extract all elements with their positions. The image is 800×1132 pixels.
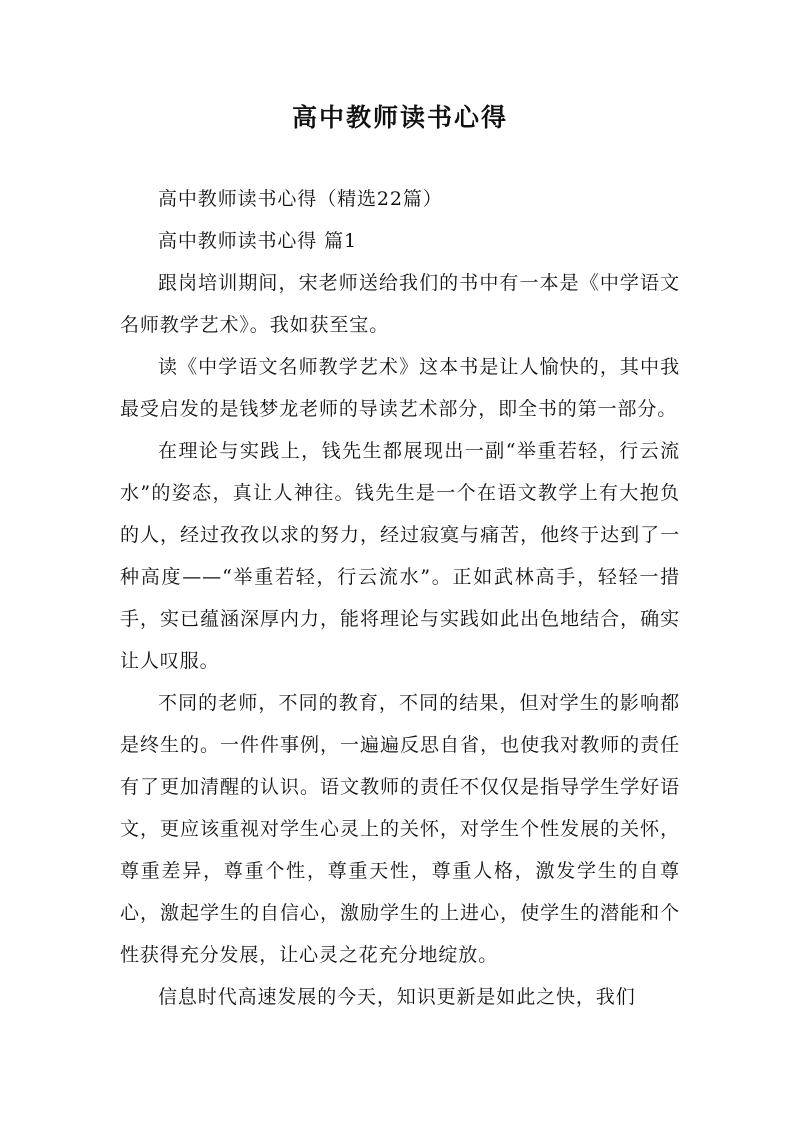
paragraph-section-heading: 高中教师读书心得 篇1 xyxy=(158,230,358,252)
document-body xyxy=(120,178,680,1018)
paragraph: 在理论与实践上，钱先生都展现出一副“举重若轻，行云流水”的姿态，真让人神往。钱先生是一个在语文教学上有大抱负的人，经过孜孜以求的努力，经过寂寞与痛苦，他终于达到了一种高度——“举重若轻，行云流水”。正如武林高手，轻轻一措手，实已蕴涵深厚内力，能将理论与实践如此出色地结合，确实让人叹服。 xyxy=(120,440,680,672)
paragraph: 不同的老师，不同的教育，不同的结果，但对学生的影响都是终生的。一件件事例，一遍遍反思自省，也使我对教师的责任有了更加清醒的认识。语文教师的责任不仅仅是指导学生学好语文，更应该重视对学生心灵上的关怀，对学生个性发展的关怀，尊重差异，尊重个性，尊重天性，尊重人格，激发学生的自尊心，激起学生的自信心，激励学生的上进心，使学生的潜能和个性获得充分发展，让心灵之花充分地绽放。 xyxy=(120,692,680,966)
paragraph: 读《中学语文名师教学艺术》这本书是让人愉快的，其中我最受启发的是钱梦龙老师的导读艺术部分，即全书的第一部分。 xyxy=(120,356,680,420)
paragraph: 跟岗培训期间，宋老师送给我们的书中有一本是《中学语文名师教学艺术》。我如获至宝。 xyxy=(120,272,680,336)
document-title: 高中教师读书心得 xyxy=(291,103,508,132)
paragraph: 信息时代高速发展的今天，知识更新是如此之快，我们 xyxy=(158,986,636,1008)
paragraph-subtitle: 高中教师读书心得（精选22篇） xyxy=(158,188,443,210)
